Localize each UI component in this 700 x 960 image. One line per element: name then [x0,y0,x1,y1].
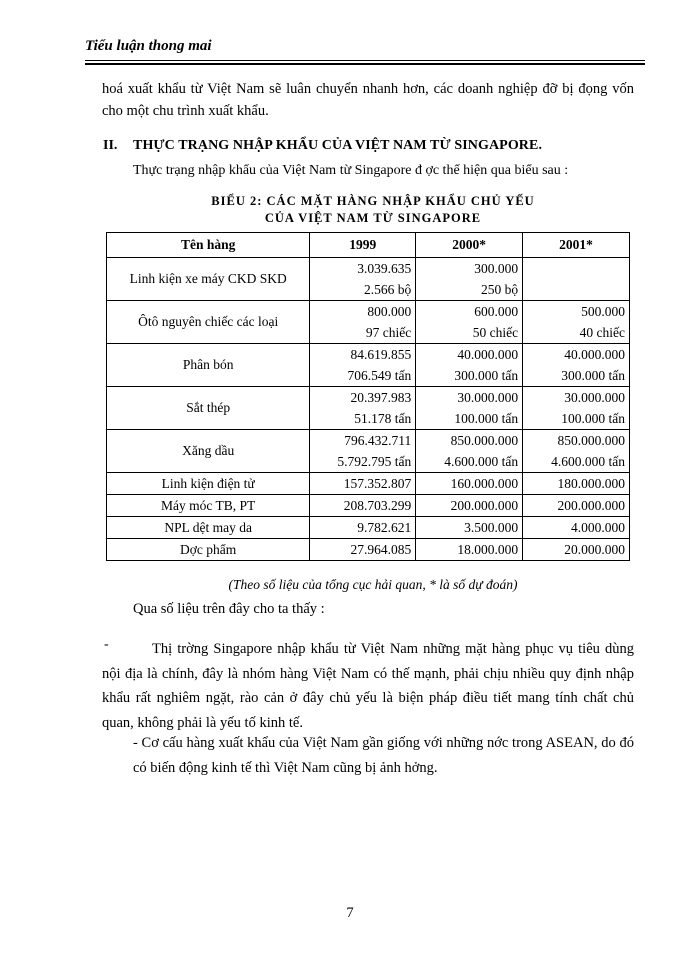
item-name: Dợc phẩm [107,539,310,561]
item-name: Máy móc TB, PT [107,495,310,517]
item-name: Linh kiện điện tử [107,473,310,495]
table-row [107,387,630,430]
value-amount: 20.397.983 [350,390,412,405]
value-amount: 850.000.000 [450,433,519,448]
value-amount: 300.000 [474,261,519,276]
cell-2001 [523,430,630,473]
value-amount: 40.000.000 [564,347,625,362]
cell-1999 [310,430,416,473]
section-title: THỰC TRẠNG NHẬP KHẨU CỦA VIỆT NAM TỪ SINGAPORE. [133,138,543,153]
value-quantity: 250 bộ [480,282,519,297]
value-quantity: 40 chiếc [579,325,625,340]
item-name: Ôtô nguyên chiếc các loại [107,301,310,344]
value-quantity: 300.000 tấn [454,368,519,383]
value-quantity: 2.566 bộ [363,282,412,297]
value-amount: 600.000 [474,304,519,319]
cell-2001 [523,258,630,301]
section-number: II. [103,138,118,153]
cell-2001: 20.000.000 [523,539,630,561]
table-row [107,301,630,344]
cell-2001 [523,344,630,387]
table-caption-line1: BIỂU 2: CÁC MẶT HÀNG NHẬP KHẨU CHỦ YẾU [211,194,535,208]
cell-1999 [310,387,416,430]
table-row [107,344,630,387]
page-number: 7 [346,905,354,921]
body-paragraph-1: Thị trờng Singapore nhập khẩu từ Việt Nam những mặt hàng phục vụ tiêu dùng nội địa là chính, đây là nhóm hàng Việt Nam có thế mạnh, phải chịu nhiều quy định nhập khẩu rất nghiêm ngặt, rào cản ở đây chủ yếu là biện pháp điều tiết mang tính chất chủ quan, không phải là yếu tố kinh tế. [102,641,634,731]
value-amount: 850.000.000 [557,433,625,448]
value-quantity: 300.000 tấn [561,368,625,383]
item-name: Sắt thép [107,387,310,430]
value-amount: 800.000 [367,304,412,319]
value-amount: 500.000 [581,304,625,319]
source-note: (Theo số liệu của tổng cục hải quan, * là số dự đoán) [228,577,518,592]
header-year-2001: 2001* [523,233,630,258]
value-quantity: 51.178 tấn [354,411,412,426]
cell-1999: 208.703.299 [310,495,416,517]
table-row [107,539,630,561]
value-amount: 40.000.000 [457,347,519,362]
cell-1999 [310,301,416,344]
header-rule-thick [85,63,645,65]
value-quantity: 97 chiếc [365,325,412,340]
table-caption-line2: CỦA VIỆT NAM TỪ SINGAPORE [264,211,482,225]
table-row [107,258,630,301]
body-paragraph-2: - Cơ cấu hàng xuất khẩu của Việt Nam gần giống với những nớc trong ASEAN, do đó có biến động kinh tế thì Việt Nam cũng bị ảnh hởng. [133,735,634,776]
cell-2000: 160.000.000 [416,473,523,495]
cell-2000: 200.000.000 [416,495,523,517]
cell-1999: 9.782.621 [310,517,416,539]
cell-1999: 157.352.807 [310,473,416,495]
value-amount: 30.000.000 [457,390,519,405]
item-name: NPL dệt may da [107,517,310,539]
cell-2000 [416,430,523,473]
continuation-paragraph: hoá xuất khẩu từ Việt Nam sẽ luân chuyển nhanh hơn, các doanh nghiệp đỡ bị đọng vốn cho một chu trình xuất khẩu. [102,81,634,119]
table-row [107,430,630,473]
item-name: Xăng dầu [107,430,310,473]
item-name: Linh kiện xe máy CKD SKD [107,258,310,301]
cell-2000: 3.500.000 [416,517,523,539]
cell-2001 [523,387,630,430]
value-quantity: 5.792.795 tấn [337,454,412,469]
header-rule [85,60,645,61]
item-name: Phân bón [107,344,310,387]
lead-sentence: Qua số liệu trên đây cho ta thấy : [133,601,325,617]
section-intro: Thực trạng nhập khẩu của Việt Nam từ Singapore đ ợc thể hiện qua biểu sau : [133,163,569,178]
cell-2000 [416,258,523,301]
value-amount: 30.000.000 [564,390,625,405]
value-quantity: 706.549 tấn [347,368,412,383]
cell-2001 [523,301,630,344]
cell-2001: 180.000.000 [523,473,630,495]
value-quantity: 50 chiếc [472,325,519,340]
value-quantity: 100.000 tấn [561,411,625,426]
cell-2000 [416,344,523,387]
value-quantity: 100.000 tấn [454,411,519,426]
table-row [107,473,630,495]
cell-2001: 200.000.000 [523,495,630,517]
cell-2001: 4.000.000 [523,517,630,539]
table-row [107,495,630,517]
cell-2000: 18.000.000 [416,539,523,561]
header-item-name: Tên hàng [107,233,310,258]
header-title: Tiểu luận thong mai [85,38,212,54]
table-row [107,517,630,539]
table-header-row [107,233,630,258]
import-table [106,232,630,561]
margin-dash: - [104,637,109,652]
cell-2000 [416,301,523,344]
cell-1999 [310,258,416,301]
header-year-1999: 1999 [310,233,416,258]
value-quantity: 4.600.000 tấn [444,454,519,469]
cell-2000 [416,387,523,430]
value-amount: 84.619.855 [350,347,412,362]
cell-1999: 27.964.085 [310,539,416,561]
value-amount: 796.432.711 [344,433,412,448]
value-amount: 3.039.635 [357,261,412,276]
value-quantity: 4.600.000 tấn [551,454,625,469]
header-year-2000: 2000* [416,233,523,258]
cell-1999 [310,344,416,387]
